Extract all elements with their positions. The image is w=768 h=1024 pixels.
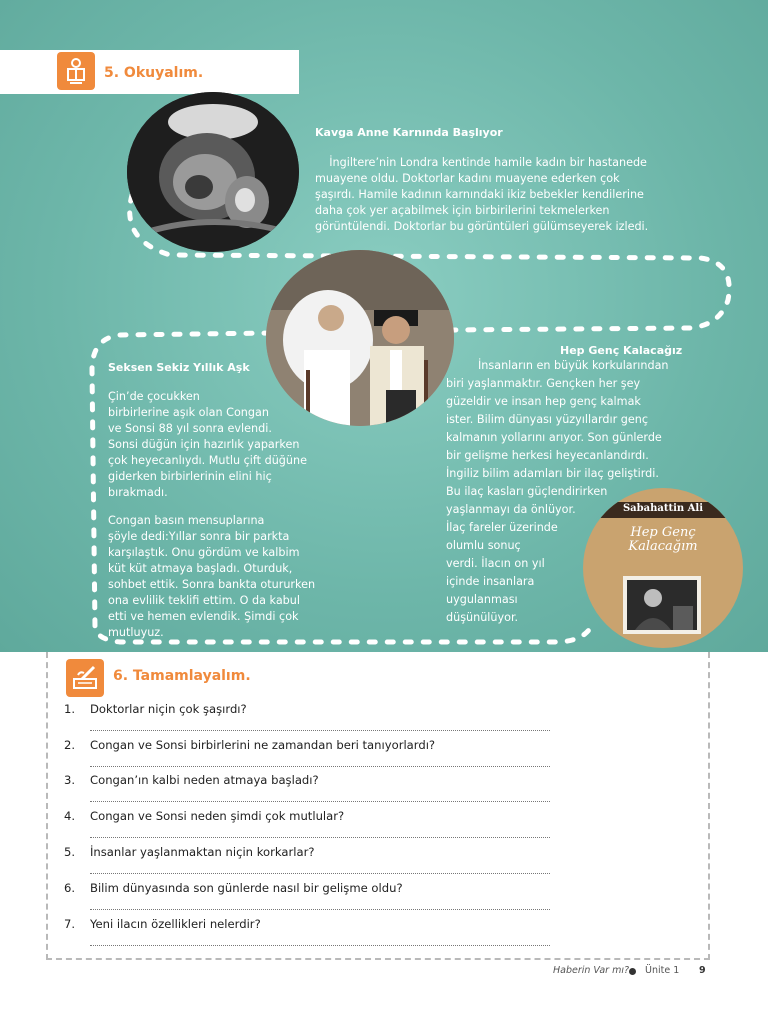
question-number: 5. <box>64 845 76 859</box>
book-author-portrait <box>623 576 701 634</box>
question-text: Bilim dünyasında son günlerde nasıl bir gelişme oldu? <box>90 881 403 895</box>
book-title-line-2: Kalacağım <box>628 539 698 554</box>
article-2-line: bırakmadı. <box>108 486 168 499</box>
article-3-line: Bu ilaç kasları güçlendirirken <box>446 485 608 498</box>
page-number: 9 <box>699 965 706 976</box>
article-3-title: Hep Genç Kalacağız <box>560 344 683 357</box>
book-title <box>583 526 743 554</box>
section-5-title: 5. Okuyalım. <box>104 65 204 81</box>
question-text: Congan ve Sonsi birbirlerini ne zamandan beri tanıyorlardı? <box>90 738 436 752</box>
answer-line[interactable] <box>90 909 550 910</box>
question-text: Doktorlar niçin çok şaşırdı? <box>90 702 247 716</box>
article-3-line: İnsanların en büyük korkularından <box>478 359 669 372</box>
article-3-line: biri yaşlanmaktır. Gençken her şey <box>446 377 641 390</box>
answer-line[interactable] <box>90 945 550 946</box>
article-2-line: Sonsi düğün için hazırlık yaparken <box>108 438 300 451</box>
question-number: 1. <box>64 702 76 716</box>
book-author-band <box>583 502 743 518</box>
footer-book-title: Haberin Var mı? <box>553 965 629 976</box>
book-cover-image <box>583 488 743 648</box>
article-3-line: olumlu sonuç <box>446 539 521 552</box>
article-2-line: mutluyuz. <box>108 626 164 639</box>
article-2-line: Congan basın mensuplarına <box>108 514 265 527</box>
section-6-title: 6. Tamamlayalım. <box>113 668 251 684</box>
footer-bullet <box>629 968 636 975</box>
footer-unit: Ünite 1 <box>645 965 680 976</box>
answer-line[interactable] <box>90 730 550 731</box>
wedding-couple-image <box>266 250 454 426</box>
article-3-line: içinde insanlara <box>446 575 535 588</box>
writing-badge <box>66 659 104 697</box>
question-number: 2. <box>64 738 76 752</box>
question-item <box>64 738 435 752</box>
article-3-line: kalmanın yollarını arıyor. Son günlerde <box>446 431 662 444</box>
article-2-line: şöyle dedi:Yıllar sonra bir parkta <box>108 530 290 543</box>
question-text: Congan ve Sonsi neden şimdi çok mutlular? <box>90 809 345 823</box>
article-2-line: birbirlerine aşık olan Congan <box>108 406 269 419</box>
article-2-line: ona evlilik teklifi ettim. O da kabul <box>108 594 300 607</box>
reading-badge <box>57 52 95 90</box>
book-author: Sabahattin Ali <box>622 503 704 514</box>
article-3-line: düşünülüyor. <box>446 611 519 624</box>
answer-line[interactable] <box>90 837 550 838</box>
answer-line[interactable] <box>90 873 550 874</box>
article-3-line: ister. Bilim dünyası yüzyıllardır genç <box>446 413 648 426</box>
ultrasound-illustration <box>127 92 299 252</box>
article-3-line: İlaç fareler üzerinde <box>446 521 558 534</box>
article-3-line: verdi. İlacın on yıl <box>446 557 545 570</box>
article-2-line: ve Sonsi 88 yıl sonra evlendi. <box>108 422 272 435</box>
question-text: Congan’ın kalbi neden atmaya başladı? <box>90 773 319 787</box>
article-1-title: Kavga Anne Karnında Başlıyor <box>315 126 503 139</box>
section-5-header <box>0 50 299 94</box>
reading-person-icon <box>61 56 91 86</box>
question-item <box>64 917 261 931</box>
article-3-line: uygulanması <box>446 593 518 606</box>
book-title-line-1: Hep Genç <box>630 525 696 540</box>
question-item <box>64 773 319 787</box>
article-3-line: yaşlanmayı da önlüyor. <box>446 503 576 516</box>
article-3-line: bir gelişme herkesi heyecanlandırdı. <box>446 449 649 462</box>
question-item <box>64 702 247 716</box>
question-number: 7. <box>64 917 76 931</box>
article-1-line: şaşırdı. Hamile kadının karnındaki ikiz bebekler kendilerine <box>315 188 644 201</box>
answer-line[interactable] <box>90 766 550 767</box>
question-item <box>64 845 315 859</box>
wedding-couple-illustration <box>266 250 454 426</box>
questions-box <box>46 652 710 960</box>
question-text: İnsanlar yaşlanmaktan niçin korkarlar? <box>90 845 315 859</box>
article-2-line: giderken birbirlerinin elini hiç <box>108 470 272 483</box>
question-text: Yeni ilacın özellikleri nelerdir? <box>90 917 261 931</box>
article-2-line: küt küt atmaya başladı. Oturduk, <box>108 562 293 575</box>
writing-hand-icon <box>70 663 100 693</box>
article-3-line: güzeldir ve insan hep genç kalmak <box>446 395 641 408</box>
question-number: 4. <box>64 809 76 823</box>
article-2-title: Seksen Sekiz Yıllık Aşk <box>108 361 250 374</box>
question-number: 6. <box>64 881 76 895</box>
question-item <box>64 881 403 895</box>
article-1-line: İngiltere’nin Londra kentinde hamile kadın bir hastanede <box>315 156 647 169</box>
answer-line[interactable] <box>90 801 550 802</box>
article-1-line: muayene oldu. Doktorlar kadını muayene ederken çok <box>315 172 620 185</box>
question-number: 3. <box>64 773 76 787</box>
article-2-line: Çin’de çocukken <box>108 390 200 403</box>
article-1-line: daha çok yer açabilmek için birbirilerini tekmelerken <box>315 204 610 217</box>
question-item <box>64 809 344 823</box>
article-3-line: İngiliz bilim adamları bir ilaç geliştirdi. <box>446 467 659 480</box>
article-2-line: çok heyecanlıydı. Mutlu çift düğüne <box>108 454 307 467</box>
article-2-line: sohbet ettik. Sonra bankta otururken <box>108 578 316 591</box>
article-1-line: görüntülendi. Doktorlar bu görüntüleri gülümseyerek izledi. <box>315 220 649 233</box>
article-2-line: etti ve hemen evlendik. Şimdi çok <box>108 610 299 623</box>
article-2-line: karşılaştık. Onu gördüm ve kalbim <box>108 546 300 559</box>
ultrasound-image <box>127 92 299 252</box>
